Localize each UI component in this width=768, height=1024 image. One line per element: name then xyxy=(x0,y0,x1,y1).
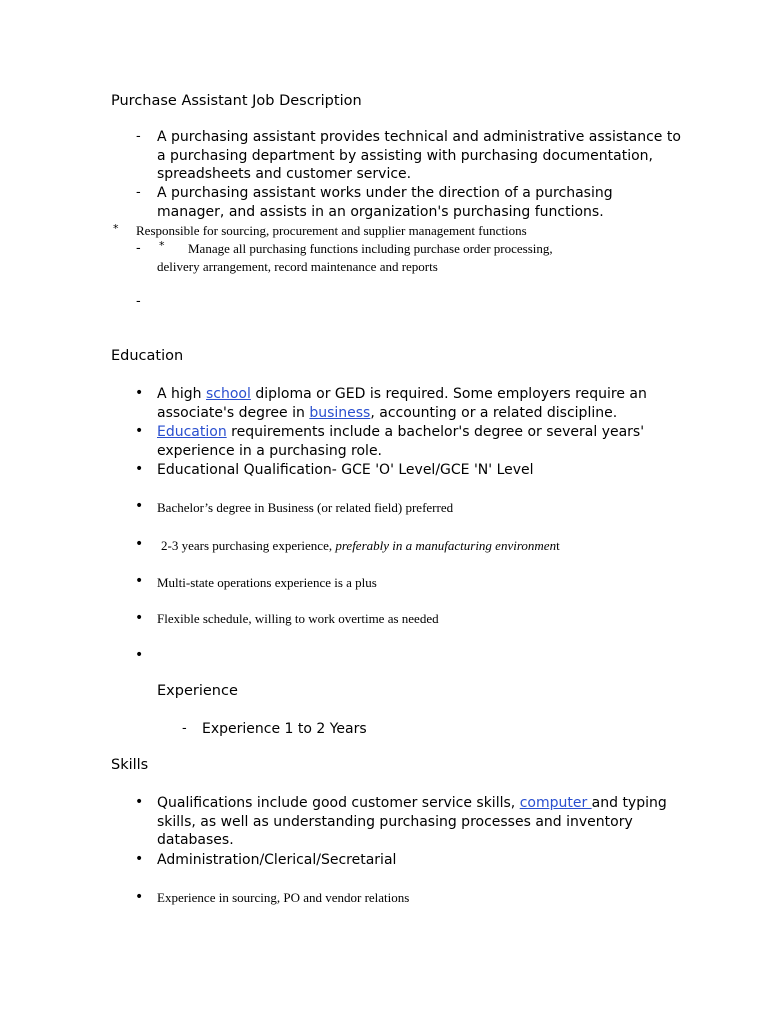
skills-item-3: Experience in sourcing, PO and vendor relations xyxy=(157,890,410,905)
skills-item-1: Qualifications include good customer service skills, computer and typing skills, as well as understanding purchasing processes and inventory databases. xyxy=(157,795,667,848)
bullet-marker: • xyxy=(135,461,144,477)
intro-item-4: Manage all purchasing functions including purchase order processing, delivery arrangement, record maintenance and reports xyxy=(157,241,553,274)
page-title: Purchase Assistant Job Description xyxy=(111,93,362,109)
intro-item-1: A purchasing assistant provides technical and administrative assistance to a purchasing department by assisting with purchasing documentation, spreadsheets and customer service. xyxy=(157,129,681,182)
education-item-3: Educational Qualification- GCE 'O' Level/GCE 'N' Level xyxy=(157,462,534,478)
experience-heading: Experience xyxy=(157,683,238,699)
education-item-7: Flexible schedule, willing to work overtime as needed xyxy=(157,611,439,626)
dash-marker: - xyxy=(136,185,141,200)
education-item-5: 2-3 years purchasing experience, preferably in a manufacturing environment xyxy=(161,538,560,553)
dash-marker: - xyxy=(182,721,187,736)
bullet-marker: • xyxy=(135,851,144,867)
star-bullet-icon: * xyxy=(159,239,165,252)
business-link[interactable]: business xyxy=(309,404,371,421)
intro-item-3: Responsible for sourcing, procurement and supplier management functions xyxy=(136,223,527,238)
experience-item: Experience 1 to 2 Years xyxy=(202,721,367,737)
bullet-marker: • xyxy=(135,573,144,589)
intro-item-2: A purchasing assistant works under the direction of a purchasing manager, and assists in an organization's purchasing functions. xyxy=(157,185,613,220)
bullet-marker: • xyxy=(135,794,144,810)
dash-marker: - xyxy=(136,294,141,309)
dash-marker: - xyxy=(136,241,141,256)
bullet-marker: • xyxy=(135,385,144,401)
skills-heading: Skills xyxy=(111,757,149,773)
bullet-marker: • xyxy=(135,610,144,626)
skills-item-2: Administration/Clerical/Secretarial xyxy=(157,852,397,868)
dash-marker: - xyxy=(136,129,141,144)
education-item-6: Multi-state operations experience is a plus xyxy=(157,575,377,590)
education-item-2: Education requirements include a bachelor's degree or several years' experience in a purchasing role. xyxy=(157,424,645,459)
star-bullet-icon: * xyxy=(113,222,119,235)
bullet-marker: • xyxy=(135,423,144,439)
education-item-1: A high school diploma or GED is required. Some employers require an associate's degree in business, accounting or a related discipline. xyxy=(157,386,647,421)
education-link[interactable]: Education xyxy=(157,424,227,440)
computer-link[interactable]: computer xyxy=(519,795,592,811)
bullet-marker: • xyxy=(135,647,144,663)
bullet-marker: • xyxy=(135,498,144,514)
education-item-4: Bachelor’s degree in Business (or related field) preferred xyxy=(157,500,454,515)
school-link[interactable]: school xyxy=(206,386,251,402)
bullet-marker: • xyxy=(135,536,144,552)
bullet-marker: • xyxy=(135,889,144,905)
education-heading: Education xyxy=(111,348,184,364)
